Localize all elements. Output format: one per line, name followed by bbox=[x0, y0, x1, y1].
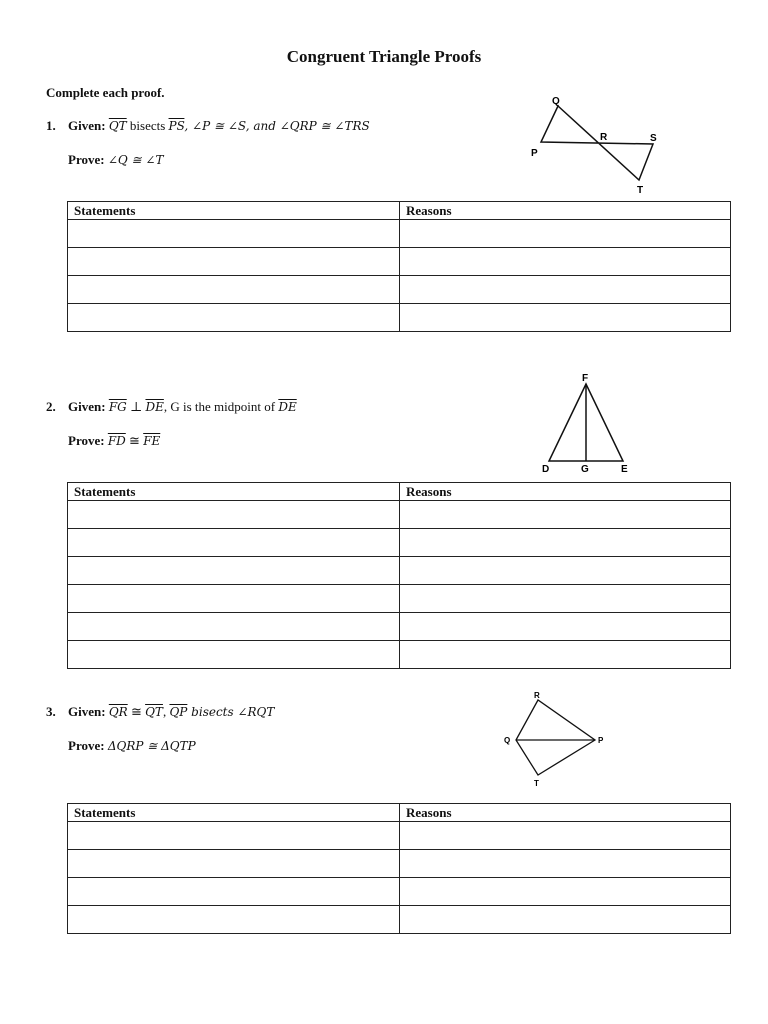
vertex-label-q: Q bbox=[504, 736, 511, 745]
table-row bbox=[68, 557, 731, 585]
statement-cell[interactable] bbox=[68, 304, 400, 332]
prove-label: Prove: bbox=[68, 152, 105, 167]
reason-cell[interactable] bbox=[400, 613, 731, 641]
vertex-label-g: G bbox=[581, 464, 589, 475]
vertex-label-e: E bbox=[621, 464, 628, 475]
statement-cell[interactable] bbox=[68, 557, 400, 585]
statement-cell[interactable] bbox=[68, 906, 400, 934]
segment-label: $\overline{QT}$ bbox=[108, 119, 127, 133]
reason-cell[interactable] bbox=[400, 557, 731, 585]
statement-cell[interactable] bbox=[68, 850, 400, 878]
given-text: ≅ bbox=[127, 704, 146, 719]
vertex-label-q: Q bbox=[552, 96, 560, 107]
vertex-label-r: R bbox=[600, 132, 608, 143]
statement-cell[interactable] bbox=[68, 529, 400, 557]
table-row bbox=[68, 878, 731, 906]
given-line-1 bbox=[46, 118, 370, 134]
given-text: bisects bbox=[126, 118, 169, 133]
vertex-label-p: P bbox=[531, 148, 538, 159]
figure-1-bowtie-triangles bbox=[525, 92, 670, 196]
figure-3-kite-outline bbox=[516, 700, 595, 775]
reasons-header: Reasons bbox=[400, 202, 731, 220]
table-row bbox=[68, 613, 731, 641]
statement-cell[interactable] bbox=[68, 276, 400, 304]
table-row bbox=[68, 585, 731, 613]
prove-line-3 bbox=[68, 738, 196, 754]
prove-label: Prove: bbox=[68, 433, 105, 448]
table-row bbox=[68, 248, 731, 276]
reason-cell[interactable] bbox=[400, 850, 731, 878]
statement-cell[interactable] bbox=[68, 641, 400, 669]
reasons-header: Reasons bbox=[400, 804, 731, 822]
table-row bbox=[68, 850, 731, 878]
reason-cell[interactable] bbox=[400, 585, 731, 613]
figure-2-isosceles-triangle bbox=[535, 370, 635, 478]
reason-cell[interactable] bbox=[400, 822, 731, 850]
prove-line-1 bbox=[68, 152, 163, 168]
reasons-header: Reasons bbox=[400, 483, 731, 501]
given-text: ⊥ bbox=[126, 399, 146, 414]
reason-cell[interactable] bbox=[400, 529, 731, 557]
reason-cell[interactable] bbox=[400, 878, 731, 906]
segment-label: $\overline{FE}$ bbox=[143, 434, 161, 448]
table-row bbox=[68, 822, 731, 850]
given-text: , bbox=[162, 704, 170, 719]
reason-cell[interactable] bbox=[400, 501, 731, 529]
given-text: , G is the midpoint of bbox=[163, 399, 279, 414]
reason-cell[interactable] bbox=[400, 641, 731, 669]
problem-number: 2. bbox=[46, 399, 56, 414]
statements-header: Statements bbox=[68, 202, 400, 220]
table-row bbox=[68, 529, 731, 557]
prove-line-2 bbox=[68, 433, 160, 449]
prove-text: ≅ bbox=[125, 433, 144, 448]
vertex-label-t: T bbox=[637, 185, 644, 196]
statement-cell[interactable] bbox=[68, 585, 400, 613]
vertex-label-p: P bbox=[598, 736, 604, 745]
segment-label: $\overline{FD}$ bbox=[107, 434, 126, 448]
given-text: , ∠P ≅ ∠S, and ∠QRP ≅ ∠TRS bbox=[184, 119, 370, 133]
segment-label: $\overline{DE}$ bbox=[145, 400, 164, 414]
table-row bbox=[68, 906, 731, 934]
given-line-2 bbox=[46, 399, 297, 415]
statement-cell[interactable] bbox=[68, 501, 400, 529]
given-label: Given: bbox=[68, 399, 106, 414]
statement-cell[interactable] bbox=[68, 220, 400, 248]
statement-cell[interactable] bbox=[68, 248, 400, 276]
reason-cell[interactable] bbox=[400, 906, 731, 934]
statement-cell[interactable] bbox=[68, 613, 400, 641]
vertex-label-s: S bbox=[650, 133, 657, 144]
reason-cell[interactable] bbox=[400, 220, 731, 248]
segment-label: $\overline{QT}$ bbox=[145, 705, 163, 719]
problem-number: 1. bbox=[46, 118, 56, 133]
given-line-3 bbox=[46, 704, 274, 720]
given-label: Given: bbox=[68, 704, 106, 719]
instructions: Complete each proof. bbox=[46, 85, 165, 100]
reason-cell[interactable] bbox=[400, 276, 731, 304]
problem-number: 3. bbox=[46, 704, 56, 719]
statement-cell[interactable] bbox=[68, 878, 400, 906]
reason-cell[interactable] bbox=[400, 304, 731, 332]
figure-1-lines bbox=[541, 106, 653, 180]
segment-label: $\overline{QP}$ bbox=[169, 705, 188, 719]
segment-label: $\overline{FG}$ bbox=[108, 400, 127, 414]
table-row bbox=[68, 220, 731, 248]
prove-statement: ∠Q ≅ ∠T bbox=[107, 153, 164, 167]
table-row bbox=[68, 304, 731, 332]
segment-label: $\overline{QR}$ bbox=[108, 705, 128, 719]
vertex-label-d: D bbox=[542, 464, 550, 475]
table-row bbox=[68, 501, 731, 529]
table-row bbox=[68, 641, 731, 669]
statement-cell[interactable] bbox=[68, 822, 400, 850]
proof-table-3 bbox=[67, 803, 731, 934]
given-label: Given: bbox=[68, 118, 106, 133]
page-title: Congruent Triangle Proofs bbox=[286, 47, 482, 66]
vertex-label-r: R bbox=[534, 691, 540, 700]
proof-table-2 bbox=[67, 482, 731, 669]
figure-3-kite bbox=[500, 688, 612, 792]
reason-cell[interactable] bbox=[400, 248, 731, 276]
vertex-label-t: T bbox=[534, 779, 539, 788]
segment-label: $\overline{PS}$ bbox=[168, 119, 185, 133]
given-text: bisects ∠RQT bbox=[187, 705, 275, 719]
prove-statement: ΔQRP ≅ ΔQTP bbox=[107, 739, 196, 753]
segment-label: $\overline{DE}$ bbox=[278, 400, 297, 414]
vertex-label-f: F bbox=[582, 373, 589, 384]
statements-header: Statements bbox=[68, 804, 400, 822]
prove-label: Prove: bbox=[68, 738, 105, 753]
table-row bbox=[68, 276, 731, 304]
proof-table-1 bbox=[67, 201, 731, 332]
statements-header: Statements bbox=[68, 483, 400, 501]
